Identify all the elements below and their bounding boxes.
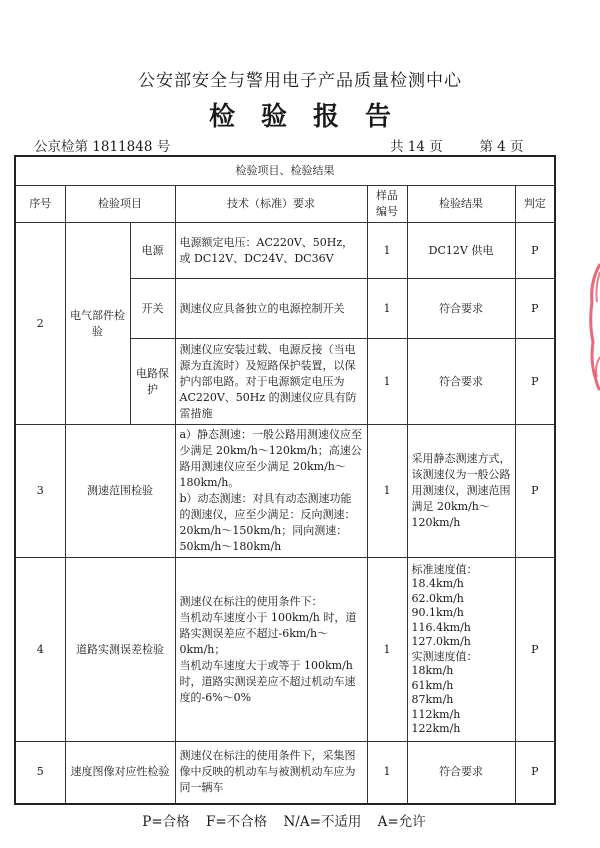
document-number: 公京检第 1811848 号 [34,139,171,155]
item-name: 电气部件检验 [65,223,130,425]
table-row [15,558,555,742]
row-number: 3 [15,425,65,558]
result-line: 18km/h [411,664,454,677]
requirement-text [175,558,367,742]
table-row [15,425,555,558]
verdict: P [515,558,555,742]
row-number: 5 [15,742,65,804]
result-line: 116.4km/h [411,620,471,634]
requirement-text: 测速仪应具备独立的电源控制开关 [175,279,367,339]
page-info [390,135,524,155]
result-line: 112km/h [411,707,461,721]
sample-number: 1 [367,425,407,558]
requirement-text: 测速仪在标注的使用条件下，采集图像中反映的机动车与被测机动车应为同一辆车 [175,742,367,804]
result-line: 90.1km/h [411,606,464,619]
requirement-text: 电源额定电压：AC220V、50Hz，或 DC12V、DC24V、DC36V [175,223,367,279]
col-header-sample: 样品编号 [367,186,407,223]
sub-item-name: 电源 [130,223,175,279]
organization-name: 公安部安全与警用电子产品质量检测中心 [138,71,462,91]
result-text: 符合要求 [407,742,515,804]
result-line: 127.0km/h [411,635,471,648]
sub-item-name: 电路保护 [130,339,175,425]
table-caption: 检验项目、检验结果 [15,156,555,186]
result-line: 实测速度值： [411,649,478,663]
col-header-requirement: 技术（标准）要求 [175,186,367,223]
sample-number: 1 [367,742,407,804]
sample-number: 1 [367,279,407,339]
item-name: 测速范围检验 [65,425,175,558]
sample-number: 1 [367,223,407,279]
verdict: P [515,742,555,804]
inspection-table [14,155,556,805]
item-name: 速度图像对应性检验 [65,742,175,804]
item-name: 道路实测误差检验 [65,558,175,742]
requirement-line: 测速仪在标注的使用条件下： [179,594,323,608]
legend-fail: F=不合格 [205,814,268,830]
requirement-text: 测速仪应安装过载、电源反接（当电源为直流时）及短路保护装置，以保护内部电路。对于电源额定电压为 AC220V、50Hz 的测速仪应具有防雷措施 [175,339,367,425]
result-line: 61km/h [411,678,454,692]
col-header-result: 检验结果 [407,186,515,223]
legend-pass: P=合格 [142,814,190,830]
result-line: 87km/h [411,693,454,706]
result-line: 标准速度值： [411,562,478,576]
sub-item-name: 开关 [130,279,175,339]
verdict: P [515,223,555,279]
seal-stamp-icon [588,262,600,392]
result-line: 62.0km/h [411,591,464,605]
result-values [407,558,515,742]
current-page: 第 4 页 [479,139,524,155]
report-title: 检验报告 [208,102,417,132]
result-text: 符合要求 [407,279,515,339]
sample-number: 1 [367,558,407,742]
table-row [15,223,555,279]
requirement-line: b）动态测速：对具有动态测速功能的测速仪，应至少满足：反向测速：20km/h～150km/h；同向测速：50km/h～180km/h [179,492,356,553]
row-number: 2 [15,223,65,425]
requirement-line: 当机动车速度小于 100km/h 时，道路实测误差应不超过-6km/h～0km/h； [179,610,357,656]
verdict: P [515,425,555,558]
requirement-line: 当机动车速度大于或等于 100km/h 时，道路实测误差应不超过机动车速度的-6%～0% [179,658,356,704]
verdict: P [515,339,555,425]
sample-number: 1 [367,339,407,425]
legend-allowed: A=允许 [377,814,426,830]
result-text: DC12V 供电 [407,223,515,279]
col-header-verdict: 判定 [515,186,555,223]
requirement-line: a）静态测速：一般公路用测速仪应至少满足 20km/h～120km/h；高速公路用测速仪应至少满足 20km/h～180km/h。 [179,428,363,489]
result-line: 18.4km/h [411,577,464,590]
result-line: 122km/h [411,722,461,735]
verdict: P [515,279,555,339]
row-number: 4 [15,558,65,742]
col-header-item: 检验项目 [65,186,175,223]
result-text: 符合要求 [407,339,515,425]
table-row [15,742,555,804]
legend-not-applicable: N/A=不适用 [283,814,362,830]
total-pages: 共 14 页 [390,139,443,155]
verdict-legend [14,810,554,830]
result-text: 采用静态测速方式，该测速仪为一般公路用测速仪，测速范围满足 20km/h～120km/h [407,425,515,558]
column-headers [15,186,555,223]
requirement-text [175,425,367,558]
col-header-no: 序号 [15,186,65,223]
